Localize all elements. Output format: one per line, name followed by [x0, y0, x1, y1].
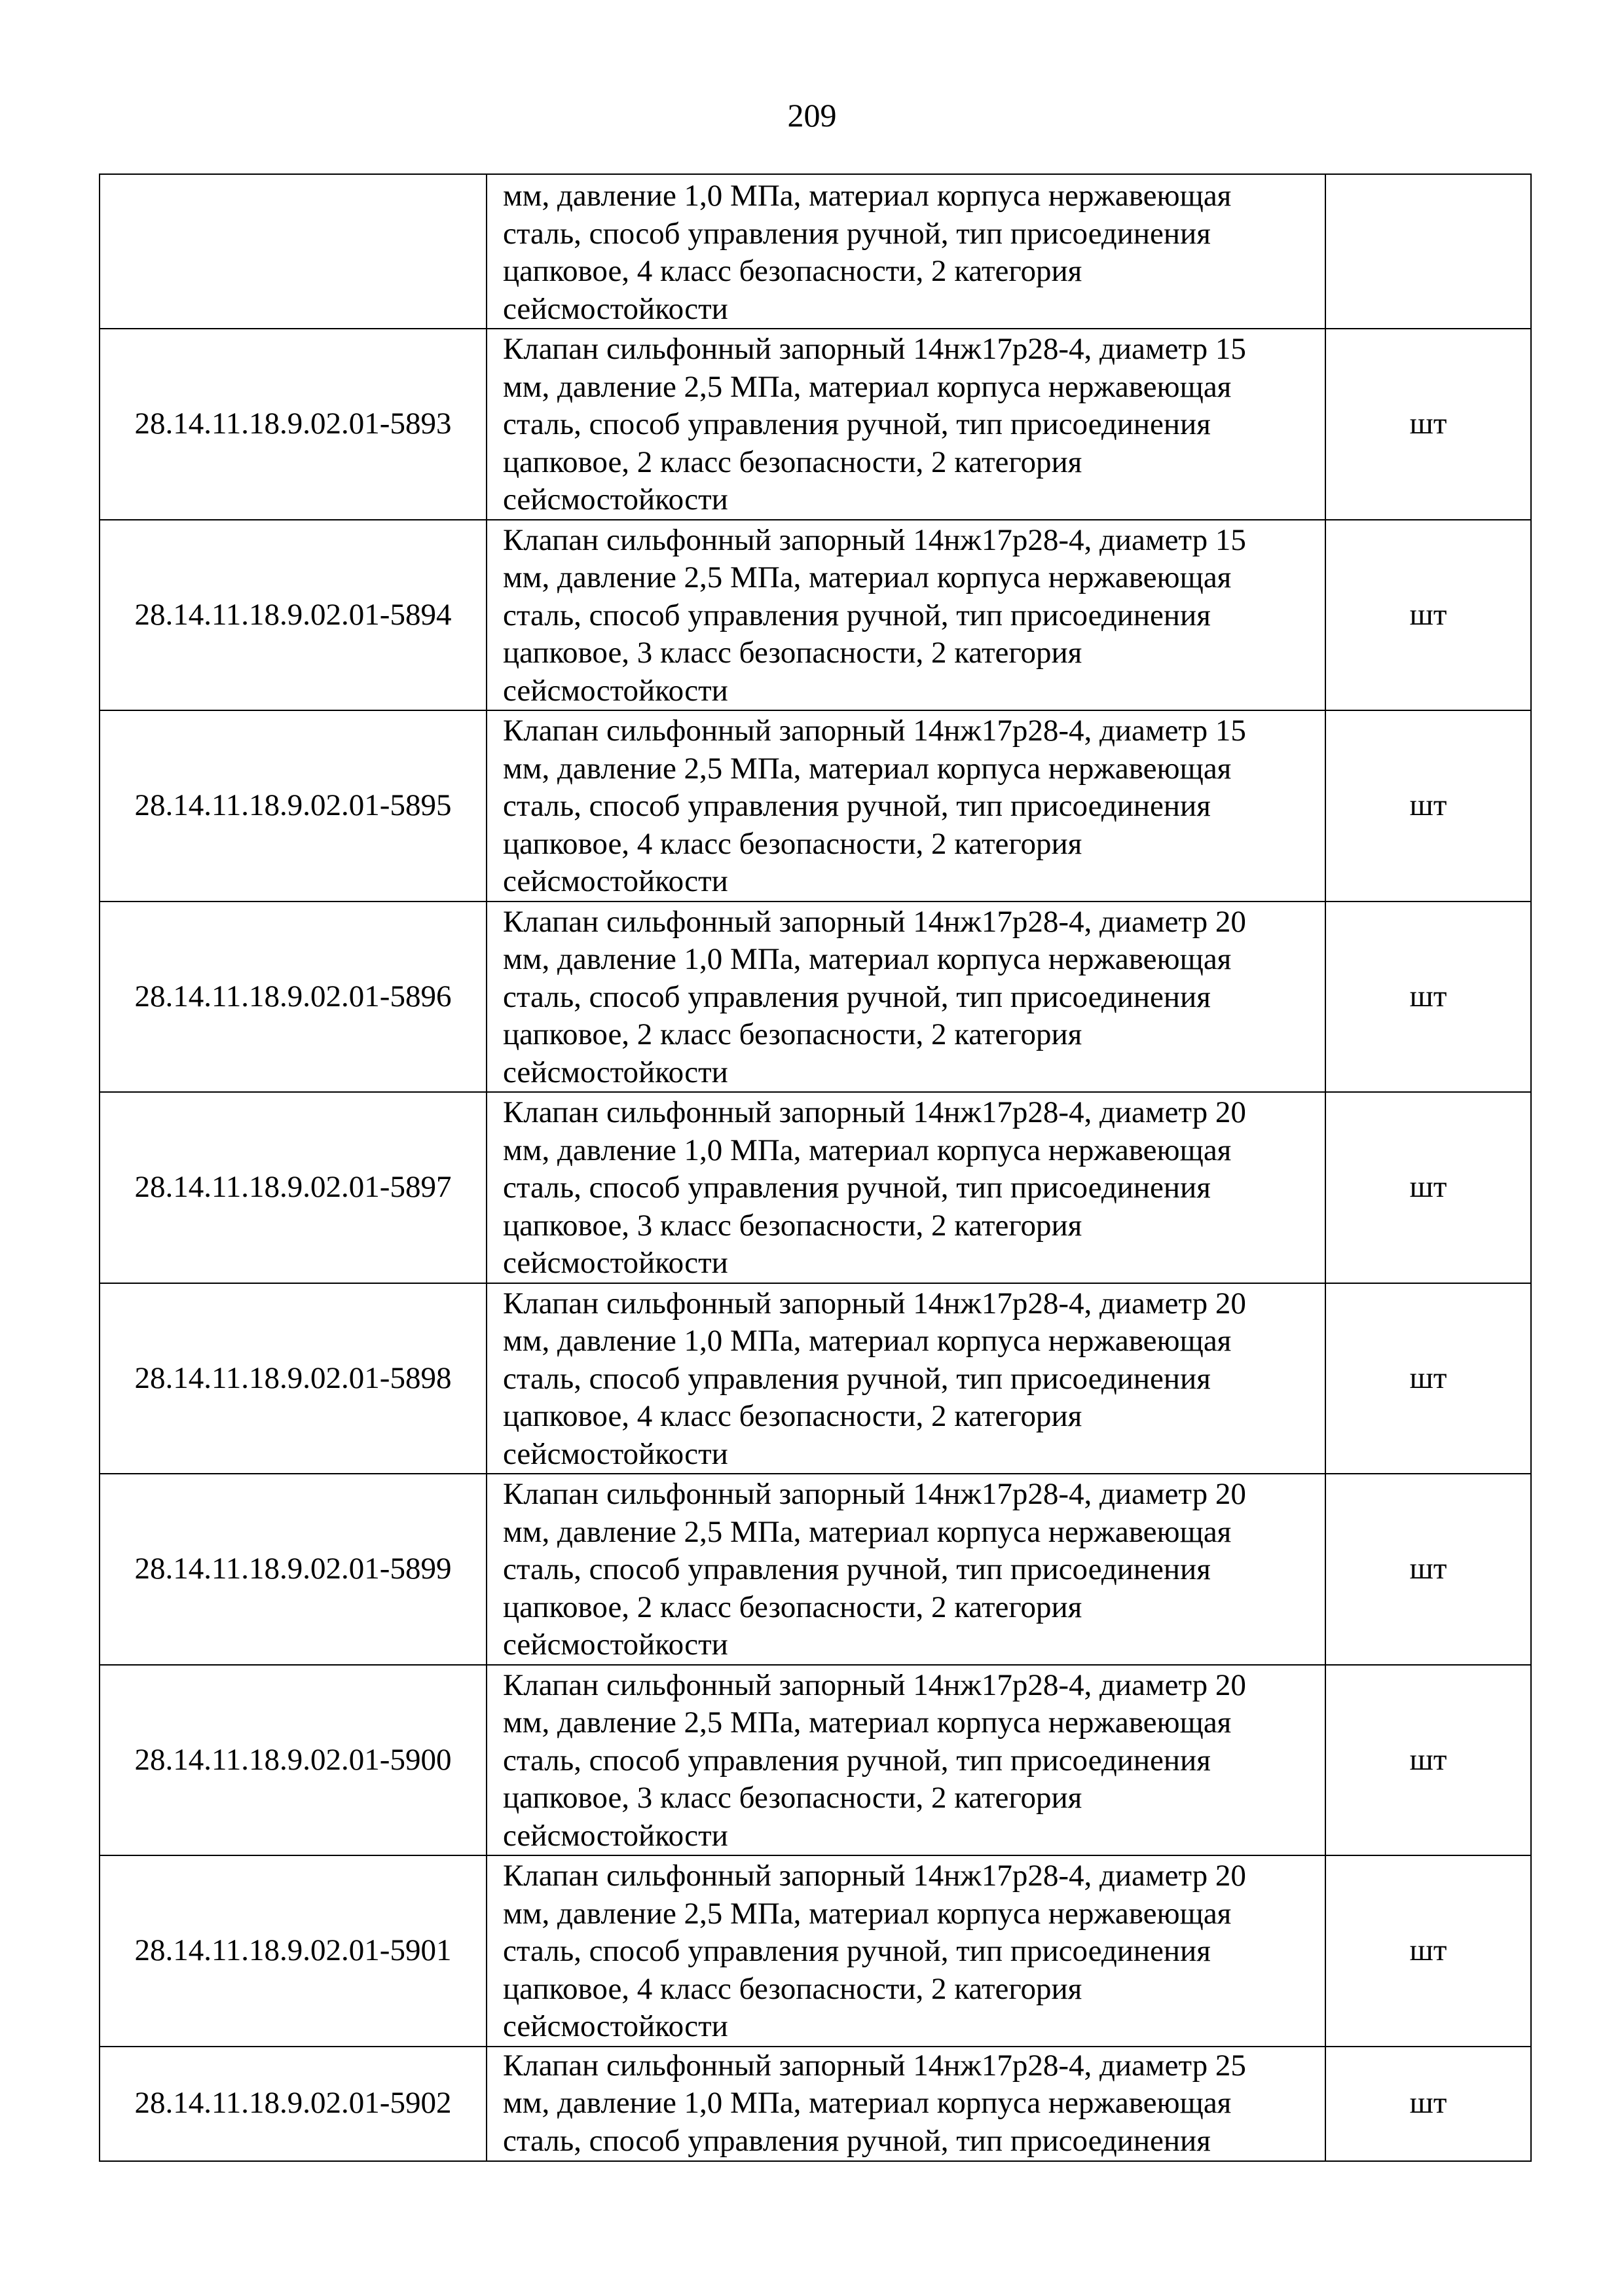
description-line: Клапан сильфонный запорный 14нж17р28-4, диаметр 20	[503, 904, 1246, 939]
description-line: цапковое, 2 класс безопасности, 2 категория	[503, 1590, 1082, 1624]
unit-of-measure: шт	[1325, 1092, 1531, 1283]
table-row	[100, 710, 1531, 902]
description-line: сейсмостойкости	[503, 1628, 728, 1662]
resource-code: 28.14.11.18.9.02.01-5896	[100, 902, 487, 1093]
resource-description	[487, 2047, 1325, 2161]
description-line: мм, давление 2,5 МПа, материал корпуса нержавеющая	[503, 751, 1232, 786]
description-line: цапковое, 3 класс безопасности, 2 категория	[503, 636, 1082, 670]
description-line: Клапан сильфонный запорный 14нж17р28-4, диаметр 20	[503, 1286, 1246, 1321]
resource-description	[487, 1092, 1325, 1283]
unit-of-measure: шт	[1325, 329, 1531, 520]
description-line: сталь, способ управления ручной, тип присоединения	[503, 1171, 1211, 1205]
description-line: сталь, способ управления ручной, тип присоединения	[503, 1934, 1211, 1968]
unit-of-measure: шт	[1325, 1855, 1531, 2047]
resource-description	[487, 174, 1325, 329]
resource-code: 28.14.11.18.9.02.01-5893	[100, 329, 487, 520]
description-line: цапковое, 4 класс безопасности, 2 категория	[503, 254, 1082, 288]
resource-description	[487, 710, 1325, 902]
description-line: сейсмостойкости	[503, 1055, 728, 1089]
page-number: 209	[787, 97, 837, 134]
resource-code	[100, 174, 487, 329]
resource-code: 28.14.11.18.9.02.01-5898	[100, 1283, 487, 1474]
resource-description	[487, 329, 1325, 520]
description-line: сейсмостойкости	[503, 864, 728, 898]
description-line: Клапан сильфонный запорный 14нж17р28-4, диаметр 20	[503, 1477, 1246, 1511]
table-row	[100, 520, 1531, 711]
description-line: сталь, способ управления ручной, тип присоединения	[503, 979, 1211, 1014]
description-line: Клапан сильфонный запорный 14нж17р28-4, диаметр 20	[503, 1859, 1246, 1893]
table-row	[100, 1665, 1531, 1856]
resource-code: 28.14.11.18.9.02.01-5897	[100, 1092, 487, 1283]
description-line: сейсмостойкости	[503, 1436, 728, 1471]
resource-description	[487, 520, 1325, 711]
description-line: мм, давление 2,5 МПа, материал корпуса нержавеющая	[503, 369, 1232, 404]
description-line: мм, давление 2,5 МПа, материал корпуса нержавеющая	[503, 1514, 1232, 1549]
resource-description	[487, 902, 1325, 1093]
description-line: Клапан сильфонный запорный 14нж17р28-4, диаметр 15	[503, 522, 1246, 557]
resource-description	[487, 1665, 1325, 1856]
description-line: Клапан сильфонный запорный 14нж17р28-4, диаметр 25	[503, 2048, 1246, 2083]
description-line: мм, давление 1,0 МПа, материал корпуса нержавеющая	[503, 1133, 1232, 1167]
description-line: цапковое, 4 класс безопасности, 2 категория	[503, 826, 1082, 861]
unit-of-measure: шт	[1325, 1283, 1531, 1474]
description-line: сталь, способ управления ручной, тип присоединения	[503, 407, 1211, 441]
description-line: мм, давление 1,0 МПа, материал корпуса нержавеющая	[503, 2086, 1232, 2121]
resource-code: 28.14.11.18.9.02.01-5899	[100, 1474, 487, 1665]
table-row	[100, 174, 1531, 329]
resource-code: 28.14.11.18.9.02.01-5902	[100, 2047, 487, 2161]
description-line: сталь, способ управления ручной, тип присоединения	[503, 1361, 1211, 1396]
resource-table	[99, 173, 1532, 2162]
description-line: цапковое, 2 класс безопасности, 2 категория	[503, 445, 1082, 479]
description-line: мм, давление 2,5 МПа, материал корпуса нержавеющая	[503, 560, 1232, 594]
description-line: сталь, способ управления ручной, тип присоединения	[503, 1552, 1211, 1586]
table-row	[100, 1855, 1531, 2047]
resource-code: 28.14.11.18.9.02.01-5894	[100, 520, 487, 711]
resource-code: 28.14.11.18.9.02.01-5900	[100, 1665, 487, 1856]
description-line: сталь, способ управления ручной, тип присоединения	[503, 2123, 1211, 2158]
description-line: сталь, способ управления ручной, тип присоединения	[503, 216, 1211, 251]
unit-of-measure	[1325, 174, 1531, 329]
description-line: мм, давление 1,0 МПа, материал корпуса нержавеющая	[503, 179, 1232, 213]
description-line: мм, давление 1,0 МПа, материал корпуса нержавеющая	[503, 1324, 1232, 1358]
description-line: сейсмостойкости	[503, 1818, 728, 1853]
description-line: сейсмостойкости	[503, 291, 728, 326]
description-line: цапковое, 3 класс безопасности, 2 категория	[503, 1781, 1082, 1815]
table-body	[100, 174, 1531, 2161]
table-row	[100, 1474, 1531, 1665]
description-line: сейсмостойкости	[503, 673, 728, 708]
description-line: Клапан сильфонный запорный 14нж17р28-4, диаметр 15	[503, 714, 1246, 748]
table-row	[100, 2047, 1531, 2161]
description-line: сейсмостойкости	[503, 483, 728, 517]
description-line: мм, давление 2,5 МПа, материал корпуса нержавеющая	[503, 1896, 1232, 1931]
unit-of-measure: шт	[1325, 902, 1531, 1093]
resource-description	[487, 1283, 1325, 1474]
description-line: цапковое, 3 класс безопасности, 2 категория	[503, 1208, 1082, 1243]
unit-of-measure: шт	[1325, 520, 1531, 711]
description-line: цапковое, 2 класс безопасности, 2 категория	[503, 1017, 1082, 1051]
resource-description	[487, 1855, 1325, 2047]
description-line: сейсмостойкости	[503, 1246, 728, 1280]
table-row	[100, 1283, 1531, 1474]
description-line: сталь, способ управления ручной, тип присоединения	[503, 789, 1211, 823]
description-line: сталь, способ управления ручной, тип присоединения	[503, 1743, 1211, 1777]
unit-of-measure: шт	[1325, 1665, 1531, 1856]
description-line: Клапан сильфонный запорный 14нж17р28-4, диаметр 20	[503, 1095, 1246, 1129]
description-line: сталь, способ управления ручной, тип присоединения	[503, 598, 1211, 632]
description-line: Клапан сильфонный запорный 14нж17р28-4, диаметр 20	[503, 1667, 1246, 1702]
table-row	[100, 902, 1531, 1093]
resource-code: 28.14.11.18.9.02.01-5895	[100, 710, 487, 902]
description-line: цапковое, 4 класс безопасности, 2 категория	[503, 1971, 1082, 2006]
unit-of-measure: шт	[1325, 1474, 1531, 1665]
description-line: мм, давление 2,5 МПа, материал корпуса нержавеющая	[503, 1705, 1232, 1740]
table-row	[100, 1092, 1531, 1283]
description-line: цапковое, 4 класс безопасности, 2 категория	[503, 1399, 1082, 1433]
description-line: Клапан сильфонный запорный 14нж17р28-4, диаметр 15	[503, 332, 1246, 366]
description-line: мм, давление 1,0 МПа, материал корпуса нержавеющая	[503, 942, 1232, 976]
resource-code: 28.14.11.18.9.02.01-5901	[100, 1855, 487, 2047]
description-line: сейсмостойкости	[503, 2009, 728, 2043]
unit-of-measure: шт	[1325, 710, 1531, 902]
table-row	[100, 329, 1531, 520]
resource-description	[487, 1474, 1325, 1665]
unit-of-measure: шт	[1325, 2047, 1531, 2161]
